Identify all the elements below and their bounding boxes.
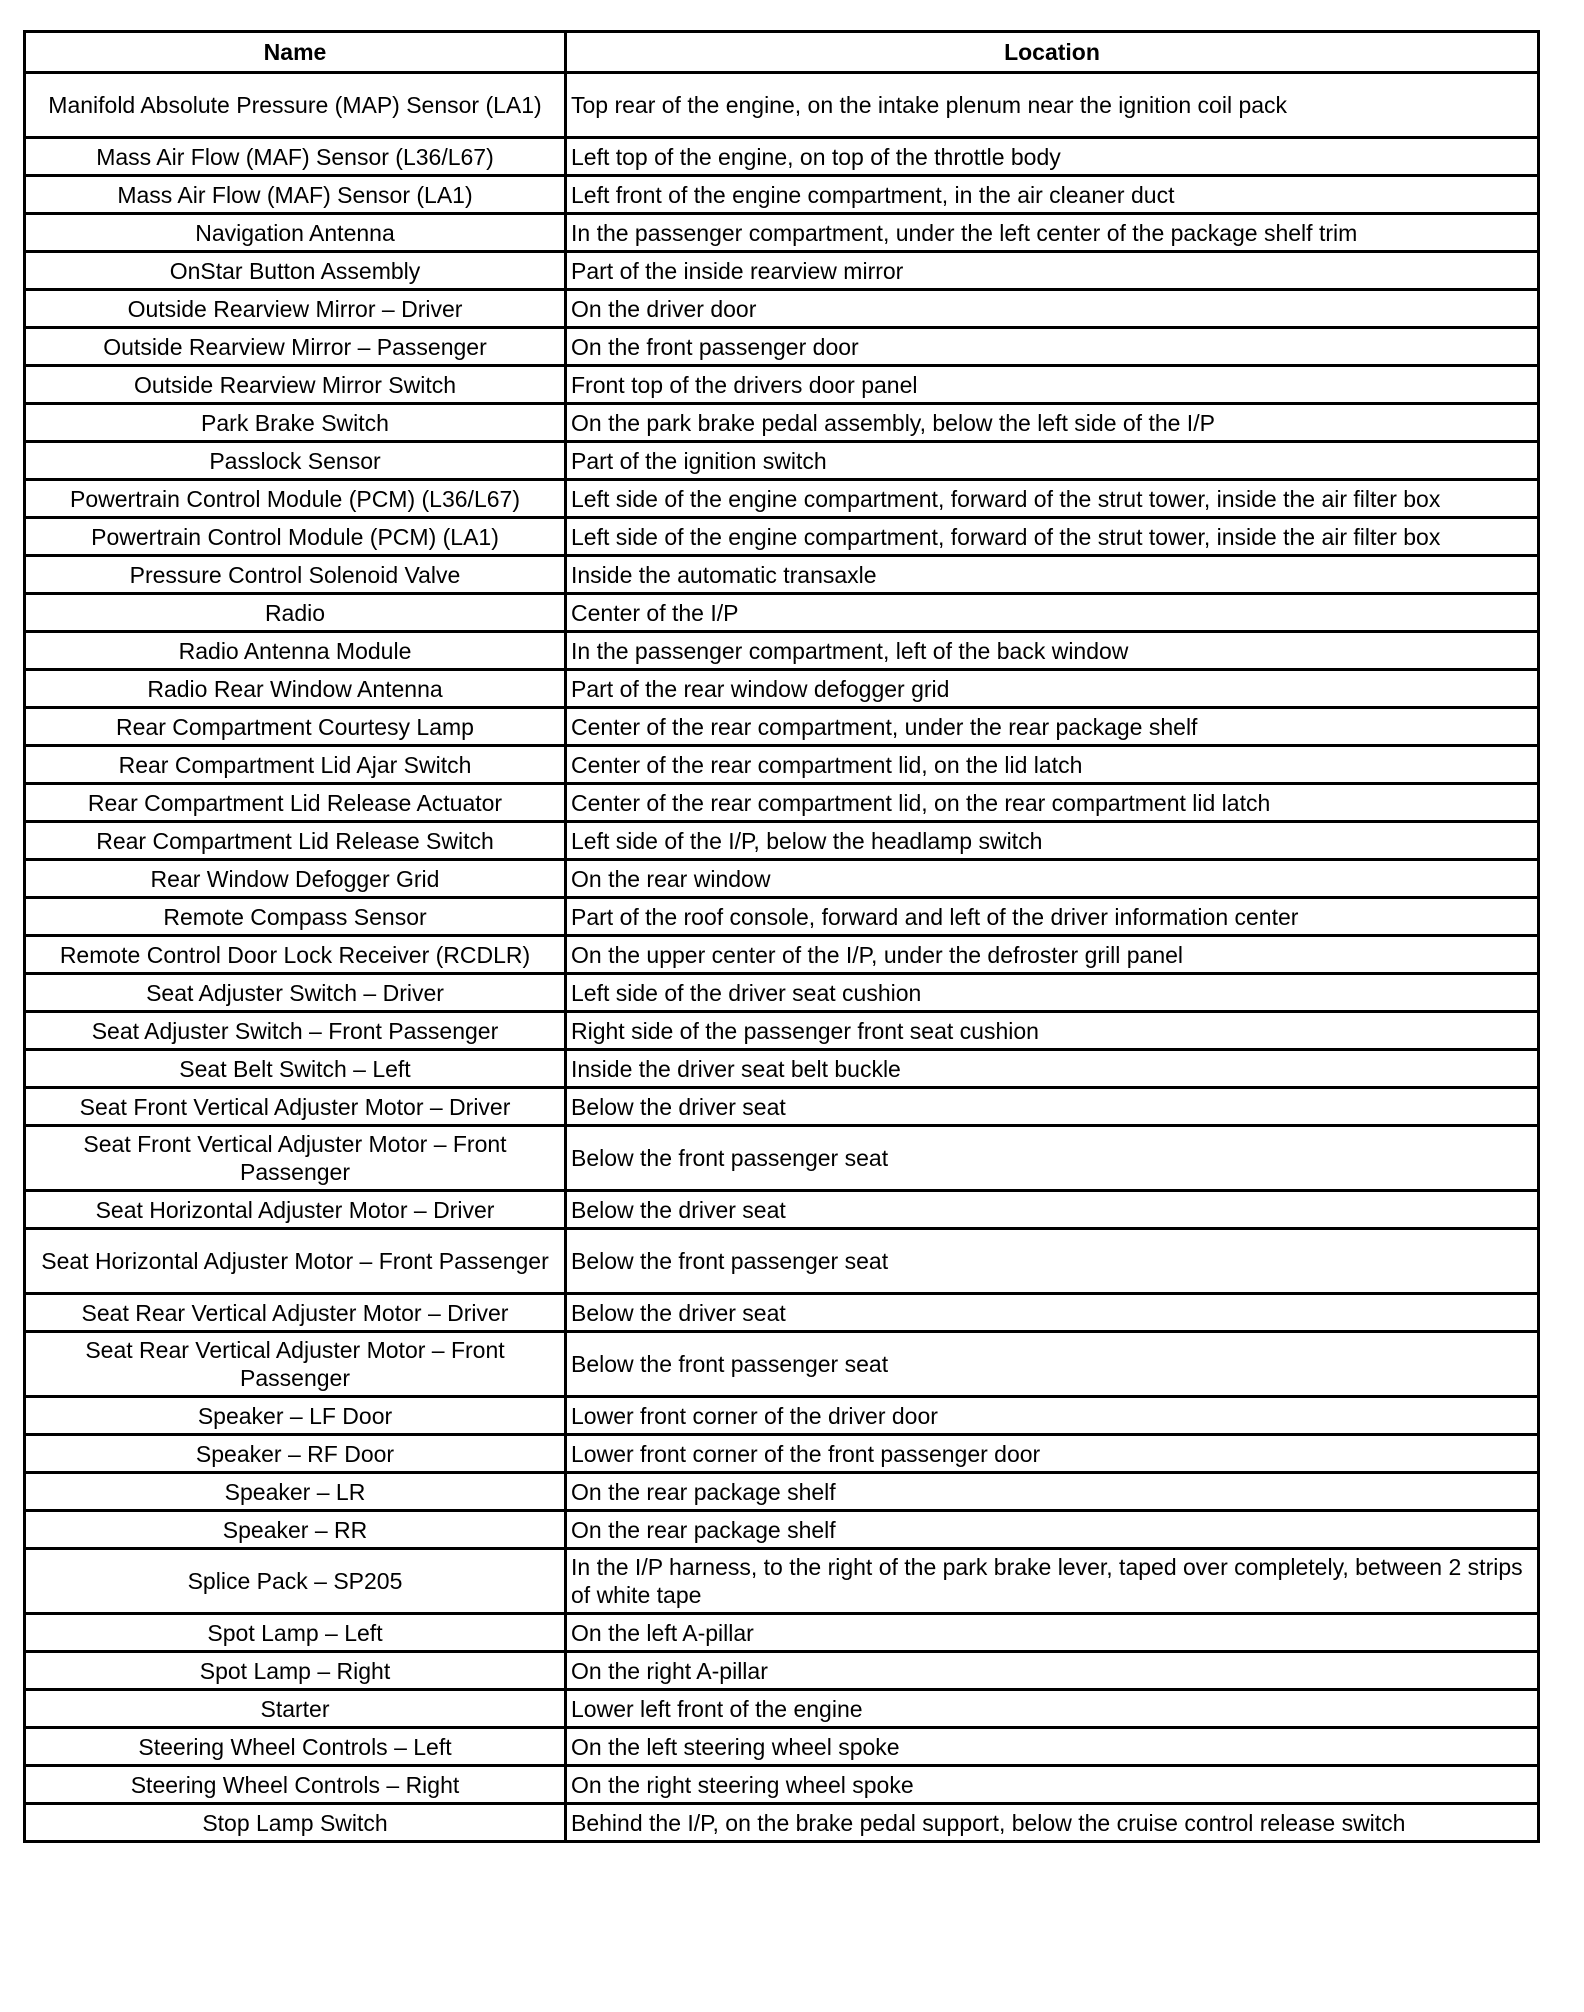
component-name: Seat Front Vertical Adjuster Motor – Driver	[25, 1088, 566, 1126]
component-name: Seat Adjuster Switch – Driver	[25, 974, 566, 1012]
table-row	[25, 480, 1539, 518]
table-header-row	[25, 32, 1539, 73]
component-location: On the rear package shelf	[566, 1511, 1539, 1549]
component-location: Below the front passenger seat	[566, 1126, 1539, 1191]
table-row	[25, 860, 1539, 898]
component-name: Outside Rearview Mirror – Driver	[25, 290, 566, 328]
component-location: On the driver door	[566, 290, 1539, 328]
component-name: Powertrain Control Module (PCM) (L36/L67)	[25, 480, 566, 518]
component-name: Speaker – LR	[25, 1473, 566, 1511]
component-location: Below the driver seat	[566, 1294, 1539, 1332]
component-name: Speaker – LF Door	[25, 1397, 566, 1435]
component-name: Manifold Absolute Pressure (MAP) Sensor (LA1)	[25, 73, 566, 138]
component-name: Passlock Sensor	[25, 442, 566, 480]
component-location-table	[23, 30, 1540, 1843]
table-row	[25, 404, 1539, 442]
component-location: Left side of the driver seat cushion	[566, 974, 1539, 1012]
table-row	[25, 1088, 1539, 1126]
component-name: Mass Air Flow (MAF) Sensor (L36/L67)	[25, 138, 566, 176]
component-location: Center of the I/P	[566, 594, 1539, 632]
component-name: Remote Compass Sensor	[25, 898, 566, 936]
component-location: On the left A-pillar	[566, 1614, 1539, 1652]
component-name: Steering Wheel Controls – Right	[25, 1766, 566, 1804]
component-name: Radio Rear Window Antenna	[25, 670, 566, 708]
component-name: Rear Compartment Lid Release Switch	[25, 822, 566, 860]
table-row	[25, 746, 1539, 784]
component-location: Below the driver seat	[566, 1088, 1539, 1126]
component-location: Left top of the engine, on top of the throttle body	[566, 138, 1539, 176]
table-row	[25, 1435, 1539, 1473]
component-name: Seat Horizontal Adjuster Motor – Front Passenger	[25, 1229, 566, 1294]
component-location: Center of the rear compartment lid, on the lid latch	[566, 746, 1539, 784]
component-location: In the passenger compartment, under the left center of the package shelf trim	[566, 214, 1539, 252]
component-name: Remote Control Door Lock Receiver (RCDLR)	[25, 936, 566, 974]
component-name: Seat Adjuster Switch – Front Passenger	[25, 1012, 566, 1050]
component-location: Part of the ignition switch	[566, 442, 1539, 480]
table-row	[25, 1012, 1539, 1050]
component-name: Seat Front Vertical Adjuster Motor – Front Passenger	[25, 1126, 566, 1191]
component-location: Part of the roof console, forward and left of the driver information center	[566, 898, 1539, 936]
component-name: Rear Compartment Courtesy Lamp	[25, 708, 566, 746]
table-row	[25, 822, 1539, 860]
component-location: Front top of the drivers door panel	[566, 366, 1539, 404]
component-name: Seat Rear Vertical Adjuster Motor – Front Passenger	[25, 1332, 566, 1397]
component-name: Radio Antenna Module	[25, 632, 566, 670]
table-row	[25, 1126, 1539, 1191]
component-name: Mass Air Flow (MAF) Sensor (LA1)	[25, 176, 566, 214]
table-row	[25, 1766, 1539, 1804]
table-row	[25, 176, 1539, 214]
table-row	[25, 1652, 1539, 1690]
table-row	[25, 1549, 1539, 1614]
table-row	[25, 670, 1539, 708]
component-location: On the front passenger door	[566, 328, 1539, 366]
table-row	[25, 328, 1539, 366]
component-name: Rear Compartment Lid Ajar Switch	[25, 746, 566, 784]
component-location: Inside the driver seat belt buckle	[566, 1050, 1539, 1088]
component-location: Part of the rear window defogger grid	[566, 670, 1539, 708]
table-row	[25, 974, 1539, 1012]
table-row	[25, 1804, 1539, 1842]
component-location: In the I/P harness, to the right of the park brake lever, taped over completely, between 2 strips of white tape	[566, 1549, 1539, 1614]
component-name: Seat Belt Switch – Left	[25, 1050, 566, 1088]
table-row	[25, 1229, 1539, 1294]
component-location: Left side of the engine compartment, forward of the strut tower, inside the air filter box	[566, 480, 1539, 518]
table-row	[25, 594, 1539, 632]
component-location: Left front of the engine compartment, in the air cleaner duct	[566, 176, 1539, 214]
component-location: Right side of the passenger front seat cushion	[566, 1012, 1539, 1050]
table-row	[25, 1690, 1539, 1728]
component-location: Inside the automatic transaxle	[566, 556, 1539, 594]
table-row	[25, 1397, 1539, 1435]
table-row	[25, 518, 1539, 556]
component-name: Splice Pack – SP205	[25, 1549, 566, 1614]
component-name: OnStar Button Assembly	[25, 252, 566, 290]
component-location: Left side of the I/P, below the headlamp switch	[566, 822, 1539, 860]
table-row	[25, 1473, 1539, 1511]
table-row	[25, 556, 1539, 594]
component-location: On the park brake pedal assembly, below the left side of the I/P	[566, 404, 1539, 442]
component-name: Starter	[25, 1690, 566, 1728]
table-row	[25, 366, 1539, 404]
component-name: Seat Horizontal Adjuster Motor – Driver	[25, 1191, 566, 1229]
table-row	[25, 632, 1539, 670]
component-location: Part of the inside rearview mirror	[566, 252, 1539, 290]
table-row	[25, 290, 1539, 328]
table-row	[25, 784, 1539, 822]
table-row	[25, 73, 1539, 138]
component-location: On the left steering wheel spoke	[566, 1728, 1539, 1766]
component-name: Outside Rearview Mirror Switch	[25, 366, 566, 404]
component-name: Radio	[25, 594, 566, 632]
table-row	[25, 936, 1539, 974]
component-location: On the rear window	[566, 860, 1539, 898]
table-row	[25, 898, 1539, 936]
component-name: Park Brake Switch	[25, 404, 566, 442]
component-location: Center of the rear compartment, under the rear package shelf	[566, 708, 1539, 746]
component-name: Spot Lamp – Right	[25, 1652, 566, 1690]
component-location: Top rear of the engine, on the intake plenum near the ignition coil pack	[566, 73, 1539, 138]
component-name: Rear Compartment Lid Release Actuator	[25, 784, 566, 822]
component-location: Below the front passenger seat	[566, 1229, 1539, 1294]
component-name: Powertrain Control Module (PCM) (LA1)	[25, 518, 566, 556]
table-row	[25, 1294, 1539, 1332]
component-name: Steering Wheel Controls – Left	[25, 1728, 566, 1766]
component-location: Center of the rear compartment lid, on the rear compartment lid latch	[566, 784, 1539, 822]
component-location: Lower front corner of the driver door	[566, 1397, 1539, 1435]
table-row	[25, 442, 1539, 480]
component-location: On the right steering wheel spoke	[566, 1766, 1539, 1804]
component-name: Pressure Control Solenoid Valve	[25, 556, 566, 594]
component-location: Below the front passenger seat	[566, 1332, 1539, 1397]
header-location: Location	[566, 32, 1539, 73]
component-location: On the upper center of the I/P, under the defroster grill panel	[566, 936, 1539, 974]
component-name: Seat Rear Vertical Adjuster Motor – Driver	[25, 1294, 566, 1332]
component-location: In the passenger compartment, left of the back window	[566, 632, 1539, 670]
component-name: Stop Lamp Switch	[25, 1804, 566, 1842]
table-row	[25, 138, 1539, 176]
table-row	[25, 1191, 1539, 1229]
component-location: On the right A-pillar	[566, 1652, 1539, 1690]
table-row	[25, 1614, 1539, 1652]
table-row	[25, 1332, 1539, 1397]
component-location: Lower front corner of the front passenger door	[566, 1435, 1539, 1473]
component-name: Speaker – RR	[25, 1511, 566, 1549]
component-name: Spot Lamp – Left	[25, 1614, 566, 1652]
component-name: Speaker – RF Door	[25, 1435, 566, 1473]
component-location: Below the driver seat	[566, 1191, 1539, 1229]
component-location: Behind the I/P, on the brake pedal support, below the cruise control release switch	[566, 1804, 1539, 1842]
component-location: Left side of the engine compartment, forward of the strut tower, inside the air filter box	[566, 518, 1539, 556]
component-name: Navigation Antenna	[25, 214, 566, 252]
document-page	[23, 30, 1537, 1843]
table-row	[25, 252, 1539, 290]
component-location: On the rear package shelf	[566, 1473, 1539, 1511]
table-row	[25, 1728, 1539, 1766]
table-row	[25, 1050, 1539, 1088]
table-row	[25, 708, 1539, 746]
component-location: Lower left front of the engine	[566, 1690, 1539, 1728]
component-name: Rear Window Defogger Grid	[25, 860, 566, 898]
table-row	[25, 214, 1539, 252]
table-row	[25, 1511, 1539, 1549]
component-name: Outside Rearview Mirror – Passenger	[25, 328, 566, 366]
header-name: Name	[25, 32, 566, 73]
